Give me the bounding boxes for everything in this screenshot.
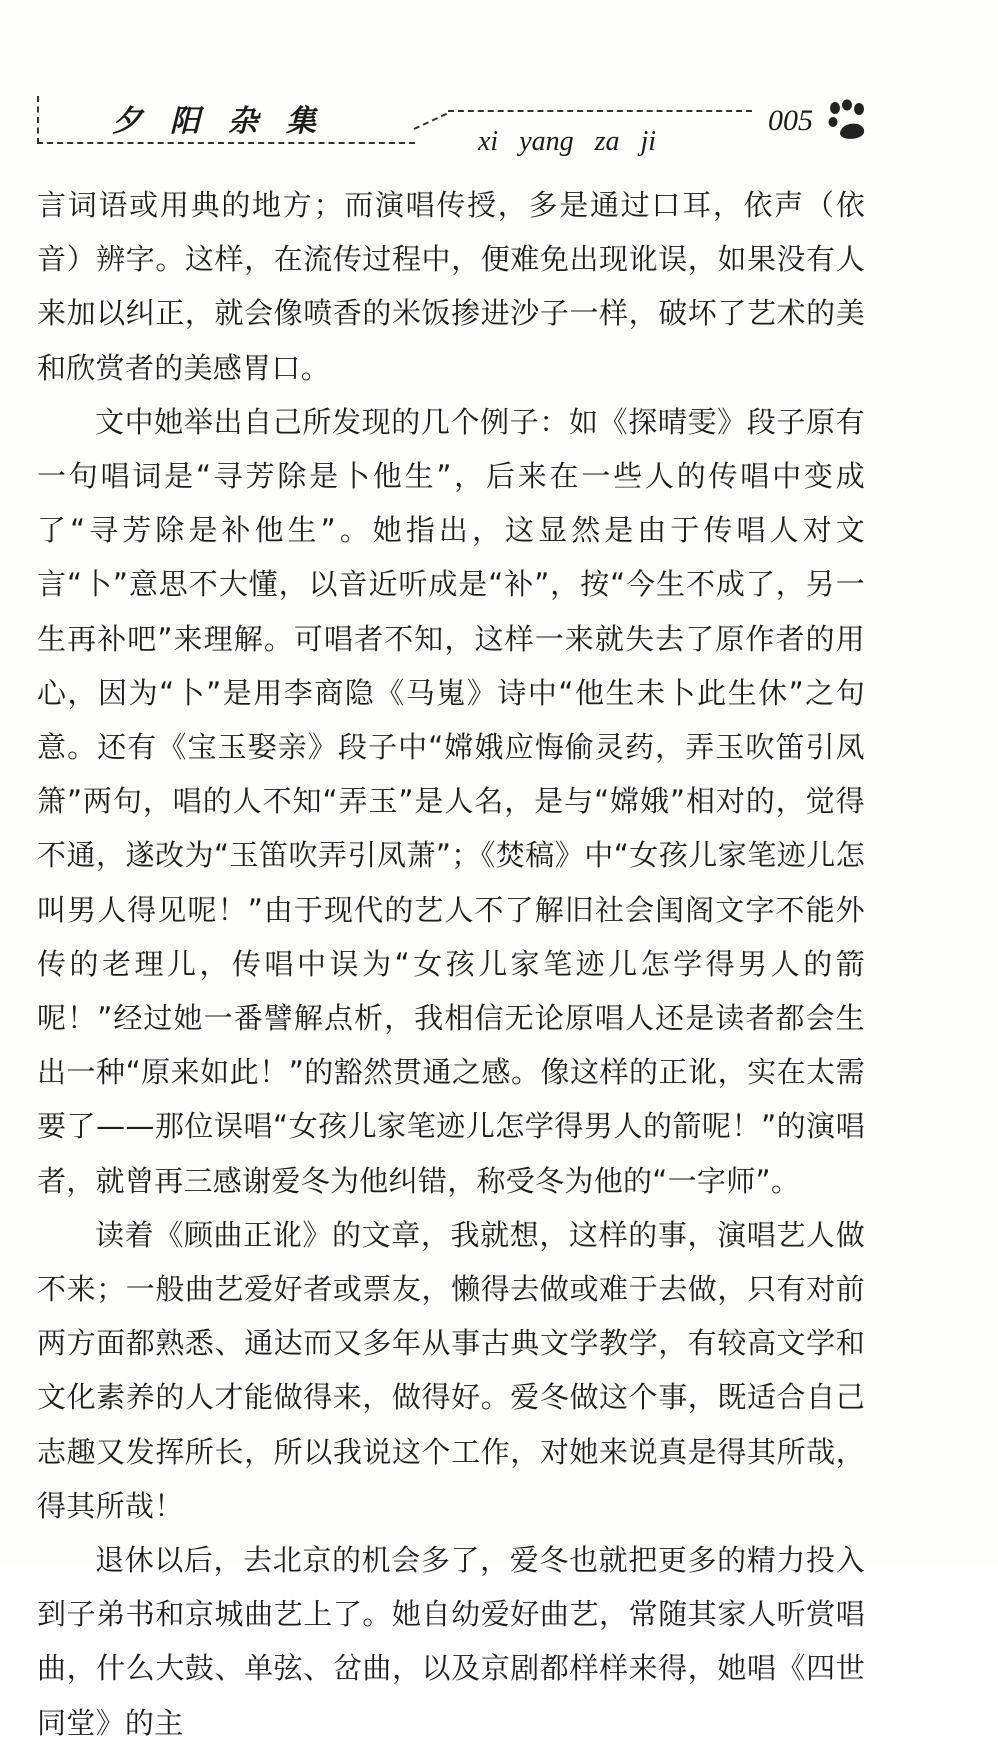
header-connector-rule bbox=[414, 113, 447, 130]
header-top-rule bbox=[448, 110, 752, 112]
paragraph-3: 读着《顾曲正讹》的文章，我就想，这样的事，演唱艺人做不来；一般曲艺爱好者或票友，懒得去做或难于去做，只有对前两方面都熟悉、通达而又多年从事古典文学教学，有较高文学和文化素养的人才能做得来，做得好。爱冬做这个事，既适合自己志趣又发挥所长，所以我说这个工作，对她来说真是得其所哉，得其所哉！ bbox=[37, 1217, 865, 1523]
header-left-border bbox=[37, 96, 39, 144]
paragraph-1: 言词语或用典的地方；而演唱传授，多是通过口耳，依声（依音）辨字。这样，在流传过程中，便难免出现讹误，如果没有人来加以纠正，就会像喷香的米饭掺进沙子一样，破坏了艺术的美和欣赏者的美感胃口。 bbox=[37, 188, 865, 385]
paw-print-icon bbox=[826, 100, 870, 140]
book-title-pinyin: xi yang za ji bbox=[478, 126, 657, 157]
paragraph-4: 退休以后，去北京的机会多了，爱冬也就把更多的精力投入到子弟书和京城曲艺上了。她自幼爱好曲艺，常随其家人听赏唱曲，什么大鼓、单弦、岔曲，以及京剧都样样来得，她唱《四世同堂》的主 bbox=[37, 1543, 865, 1740]
body-text bbox=[37, 178, 865, 1750]
paragraph-2: 文中她举出自己所发现的几个例子：如《探晴雯》段子原有一句唱词是“寻芳除是卜他生”，后来在一些人的传唱中变成了“寻芳除是补他生”。她指出，这显然是由于传唱人对文言“卜”意思不大懂，以音近听成是“补”，按“今生不成了，另一生再补吧”来理解。可唱者不知，这样一来就失去了原作者的用心，因为“卜”是用李商隐《马嵬》诗中“他生未卜此生休”之句意。还有《宝玉娶亲》段子中“嫦娥应悔偷灵药，弄玉吹笛引凤箫”两句，唱的人不知“弄玉”是人名，是与“嫦娥”相对的，觉得不通，遂改为“玉笛吹弄引凤萧”；《焚稿》中“女孩儿家笔迹儿怎叫男人得见呢！”由于现代的艺人不了解旧社会闺阁文字不能外传的老理儿，传唱中误为“女孩儿家笔迹儿怎学得男人的箭呢！”经过她一番譬解点析，我相信无论原唱人还是读者都会生出一种“原来如此！”的豁然贯通之感。像这样的正讹，实在太需要了——那位误唱“女孩儿家笔迹儿怎学得男人的箭呢！”的演唱者，就曾再三感谢爱冬为他纠错，称受冬为他的“一字师”。 bbox=[37, 404, 865, 1198]
page-number: 005 bbox=[768, 104, 813, 137]
header-bottom-rule bbox=[37, 142, 415, 144]
book-title: 夕阳杂集 bbox=[112, 104, 344, 139]
running-header bbox=[0, 0, 998, 175]
